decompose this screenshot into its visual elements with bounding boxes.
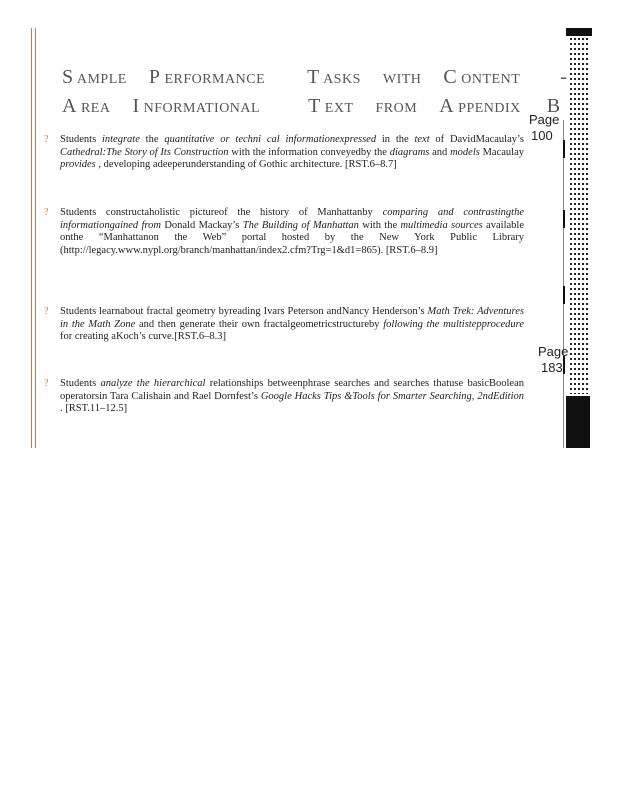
title-word (439, 93, 521, 122)
title-word (383, 64, 422, 93)
title-word-rest: ASKS (319, 72, 361, 87)
title-word (307, 64, 361, 93)
list-item-text (60, 378, 524, 416)
text-run: Macaulay (479, 146, 524, 158)
text-run: Students constructaholistic pictureof the history of Manhattanby (60, 207, 383, 218)
page-ref-label: Page (538, 344, 569, 359)
title-word-rest: REA (76, 101, 111, 116)
title-word-rest: FROM (375, 101, 418, 116)
italic-text: The Building of Manhattan (242, 219, 359, 231)
strip-marker (563, 210, 565, 228)
list-item (44, 306, 524, 344)
italic-text: quantitative (164, 134, 215, 145)
text-run: available onthe “Manhattanon the Web” portal hosted by the New York Public Library (http://legacy.www.nypl.org/branch/manhattan/index2.cfm?Trg=1&d1=865). [RST.6–8.9] (60, 219, 524, 256)
bullet-icon: ? (44, 207, 49, 218)
text-run: and (429, 146, 451, 158)
title-word (443, 64, 520, 93)
title-word (308, 93, 353, 122)
strip-marker (563, 286, 565, 304)
title-word (62, 93, 110, 122)
text-run: Students learnabout fractal geometry byreading Ivars Peterson andNancy Henderson’s (60, 306, 428, 317)
list-item-text (60, 134, 524, 172)
page-ref-label: Page (529, 112, 560, 127)
title-word (62, 64, 127, 93)
title-word-cap: P (148, 66, 161, 88)
title-word-cap: T (308, 95, 321, 117)
title-word-rest: WITH (382, 72, 422, 87)
italic-text: Math Trek: Adventures in the Math Zone (60, 306, 524, 330)
italic-text: following the multistepprocedure (383, 318, 525, 330)
title-word (376, 93, 418, 122)
title-word-rest: AMPLE (73, 72, 127, 87)
list-item-text (60, 207, 524, 257)
list-item-text (60, 306, 524, 344)
title-line-1 (62, 64, 568, 93)
list-item (44, 134, 524, 172)
text-run: Students (60, 378, 101, 389)
italic-text: provides (60, 159, 96, 170)
text-run: with the (358, 219, 401, 231)
text-run: Students (60, 134, 102, 145)
title-word (149, 64, 265, 93)
title-word-cap: - (560, 66, 568, 88)
bullet-icon: ? (44, 306, 49, 317)
page-border-left-outer (31, 28, 32, 448)
text-run: with the information conveyedby the (228, 146, 390, 158)
text-run: and then generate their own fractalgeometricstructureby (135, 318, 384, 330)
title-word (132, 93, 260, 122)
italic-text: Cathedral:The Story of Its Construction (60, 146, 229, 158)
title-word-cap: C (443, 66, 458, 88)
italic-text: integrate (101, 134, 140, 145)
text-run: Donald Mackay’s (160, 219, 243, 231)
title-word-rest: PPENDIX (454, 101, 521, 116)
title-word-cap: A (62, 95, 77, 117)
text-run: in the (376, 134, 415, 145)
strip-top-block (566, 28, 592, 36)
title-word-cap: I (132, 95, 140, 117)
text-run: relationships betweenphrase searches and searches thatuse basicBoolean operatorsin Tara Calishain and Rael Dornfest’s (60, 378, 525, 402)
title-word-rest: EXT (320, 101, 354, 116)
page-ref-number: 100 (531, 128, 553, 143)
page-ref-100 (529, 112, 559, 144)
title-word-cap: A (439, 95, 455, 117)
bullet-icon: ? (44, 378, 49, 389)
title-word-rest: NFORMATIONAL (139, 101, 261, 116)
page-border-right (563, 120, 564, 448)
strip-pattern (570, 38, 590, 394)
italic-text: text (414, 134, 430, 145)
list-item (44, 207, 524, 257)
italic-text: models (450, 146, 480, 158)
text-run: . [RST.11–12.5] (60, 403, 128, 414)
text-run: , developing adeeperunderstanding of Gothic architecture. [RST.6–8.7] (95, 159, 397, 170)
strip-bottom-block (566, 396, 590, 448)
page-border-left-inner (35, 28, 36, 448)
page-ref-183 (538, 344, 568, 376)
list-item (44, 378, 524, 416)
text-run: for creating aKoch’s curve.[RST.6–8.3] (60, 331, 227, 342)
bullet-icon: ? (44, 134, 49, 145)
title-word-cap: S (62, 66, 74, 88)
text-run: of DavidMacaulay’s (429, 134, 525, 145)
italic-text: diagrams (389, 146, 430, 158)
italic-text: multimedia sources (400, 219, 483, 231)
title-word-cap: T (307, 66, 320, 88)
title-word-rest: ONTENT (457, 72, 521, 87)
italic-text: or techni cal informationexpressed (220, 134, 377, 145)
italic-text: Google Hacks Tips &Tools for Smarter Searching, 2ndEdition (260, 390, 524, 402)
italic-text: analyze the hierarchical (100, 378, 206, 389)
text-run: the (139, 134, 165, 145)
title-word-cap: B (546, 95, 561, 117)
strip-marker (563, 140, 565, 158)
page-ref-number: 183 (541, 360, 563, 375)
title-word (560, 64, 567, 93)
title-word-rest: ERFORMANCE (160, 72, 266, 87)
italic-text: comparing and contrastingthe informationgained from (60, 207, 524, 231)
